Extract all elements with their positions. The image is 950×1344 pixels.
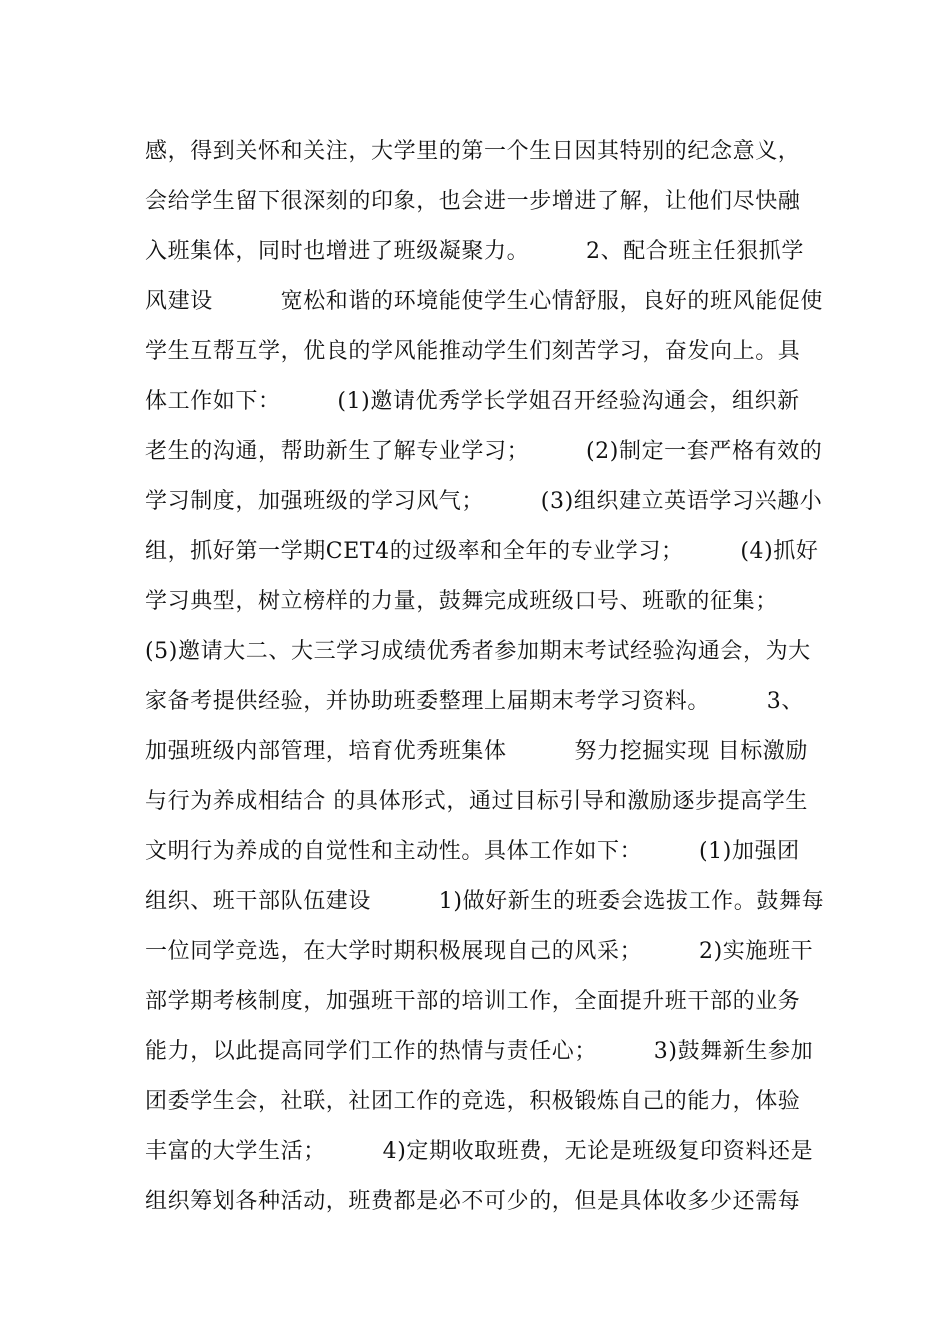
text-line-3: 入班集体，同时也增进了班级凝聚力。 2、配合班主任狠抓学 [145,239,804,264]
text-line-13: 加强班级内部管理，培育优秀班集体 努力挖掘实现 目标激励 [145,739,808,764]
text-line-20: 团委学生会，社联，社团工作的竞选，积极锻炼自己的能力，体验 [145,1089,801,1114]
text-line-16: 组织、班干部队伍建设 1)做好新生的班委会选拔工作。鼓舞每 [145,889,825,914]
text-line-10: 学习典型，树立榜样的力量，鼓舞完成班级口号、班歌的征集； [145,589,778,614]
text-line-1: 感，得到关怀和关注，大学里的第一个生日因其特别的纪念意义， [145,139,801,164]
text-line-8: 学习制度，加强班级的学习风气； (3)组织建立英语学习兴趣小 [145,489,823,514]
text-line-19: 能力，以此提高同学们工作的热情与责任心； 3)鼓舞新生参加 [145,1039,814,1064]
text-line-12: 家备考提供经验，并协助班委整理上届期末考学习资料。 3、 [145,689,804,714]
text-line-5: 学生互帮互学，优良的学风能推动学生们刻苦学习，奋发向上。具 [145,339,801,364]
text-line-15: 文明行为养成的自觉性和主动性。具体工作如下： (1)加强团 [145,839,800,864]
text-line-2: 会给学生留下很深刻的印象，也会进一步增进了解，让他们尽快融 [145,189,801,214]
text-line-22: 组织筹划各种活动，班费都是必不可少的，但是具体收多少还需每 [145,1189,801,1214]
text-line-21: 丰富的大学生活； 4)定期收取班费，无论是班级复印资料还是 [145,1139,814,1164]
text-line-9: 组，抓好第一学期CET4的过级率和全年的专业学习； (4)抓好 [145,539,819,564]
body-text [145,127,825,1227]
text-line-7: 老生的沟通，帮助新生了解专业学习； (2)制定一套严格有效的 [145,439,823,464]
text-line-17: 一位同学竞选，在大学时期积极展现自己的风采； 2)实施班干 [145,939,814,964]
text-line-18: 部学期考核制度，加强班干部的培训工作，全面提升班干部的业务 [145,989,801,1014]
text-line-11: (5)邀请大二、大三学习成绩优秀者参加期末考试经验沟通会，为大 [145,639,811,664]
text-line-4: 风建设 宽松和谐的环境能使学生心情舒服，良好的班风能促使 [145,289,824,314]
text-line-14: 与行为养成相结合 的具体形式，通过目标引导和激励逐步提高学生 [145,789,808,814]
text-line-6: 体工作如下： (1)邀请优秀学长学姐召开经验沟通会，组织新 [145,389,800,414]
